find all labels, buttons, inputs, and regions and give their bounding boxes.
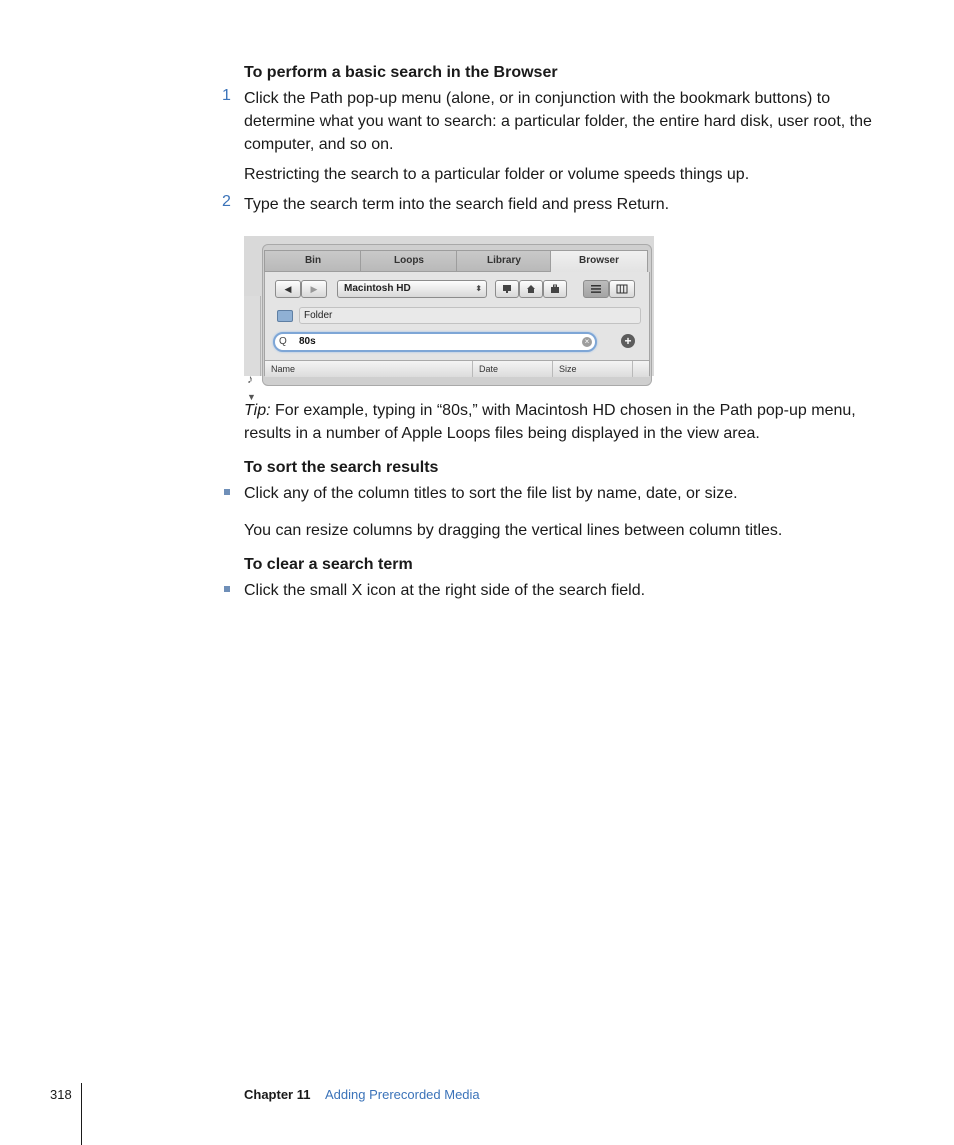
column-header-row <box>265 360 649 377</box>
chapter-label: Chapter 11 <box>244 1087 311 1102</box>
briefcase-bookmark-button[interactable] <box>543 280 567 298</box>
column-header-size[interactable]: Size <box>553 361 633 377</box>
browser-screenshot <box>244 236 654 402</box>
side-strip <box>244 296 261 402</box>
column-view-button[interactable] <box>609 280 635 298</box>
list-view-button[interactable] <box>583 280 609 298</box>
back-icon: ◀ <box>284 284 292 294</box>
section-heading-sort: To sort the search results <box>244 459 439 476</box>
search-input-value[interactable]: 80s <box>299 336 316 347</box>
step-number: 2 <box>222 193 231 210</box>
path-popup-menu[interactable] <box>337 280 487 298</box>
home-icon <box>526 284 536 294</box>
clear-bullet-text: Click the small X icon at the right side of the search field. <box>244 582 646 599</box>
tab-browser[interactable]: Browser <box>550 250 648 273</box>
home-bookmark-button[interactable] <box>519 280 543 298</box>
computer-icon <box>502 284 512 294</box>
search-field[interactable] <box>273 332 597 352</box>
computer-bookmark-button[interactable] <box>495 280 519 298</box>
column-header-date[interactable]: Date <box>473 361 553 377</box>
section-heading-basic-search: To perform a basic search in the Browser <box>244 64 558 81</box>
restricting-paragraph: Restricting the search to a particular folder or volume speeds things up. <box>244 166 750 183</box>
footer-divider <box>81 1083 82 1145</box>
forward-icon: ▶ <box>310 284 318 294</box>
column-header-name[interactable]: Name <box>265 361 473 377</box>
back-button[interactable] <box>275 280 301 298</box>
folder-icon <box>277 310 293 322</box>
list-view-icon <box>590 284 602 294</box>
step-number: 1 <box>222 87 231 104</box>
step-2-text: Type the search term into the search field and press Return. <box>244 196 670 213</box>
section-heading-clear: To clear a search term <box>244 556 413 573</box>
note-icon: ♪ <box>247 372 253 386</box>
page-number: 318 <box>50 1087 72 1102</box>
folder-path-field[interactable]: Folder <box>299 307 641 324</box>
path-popup-label: Macintosh HD <box>344 283 411 294</box>
tab-loops[interactable]: Loops <box>360 250 458 272</box>
step-1-text: Click the Path pop-up menu (alone, or in conjunction with the bookmark buttons) to determine what you want to search: a particular folder, the entire hard disk, user root, the computer, and so on. <box>244 90 872 153</box>
forward-button[interactable] <box>301 280 327 298</box>
resize-columns-paragraph: You can resize columns by dragging the vertical lines between column titles. <box>244 522 783 539</box>
bullet-marker <box>224 489 230 495</box>
tab-bin[interactable]: Bin <box>264 250 362 272</box>
tip-label: Tip: <box>244 402 271 419</box>
tab-bar <box>264 250 648 272</box>
chapter-title: Adding Prerecorded Media <box>325 1087 480 1102</box>
column-view-icon <box>616 284 628 294</box>
briefcase-icon <box>550 284 560 294</box>
bullet-marker <box>224 586 230 592</box>
add-search-criteria-icon[interactable]: + <box>621 334 635 348</box>
disclosure-arrow-icon: ▼ <box>247 392 256 402</box>
tip-text: For example, typing in “80s,” with Macintosh HD chosen in the Path pop-up menu, results in a number of Apple Loops files being displayed in the view area. <box>244 402 856 442</box>
sort-bullet-text: Click any of the column titles to sort the file list by name, date, or size. <box>244 485 738 502</box>
tab-library[interactable]: Library <box>456 250 552 272</box>
tip-paragraph <box>244 399 874 445</box>
popup-arrows-icon: ⬍ <box>475 284 482 293</box>
search-icon: Q <box>279 336 287 347</box>
browser-pane <box>264 272 650 376</box>
clear-search-icon[interactable]: × <box>582 337 592 347</box>
